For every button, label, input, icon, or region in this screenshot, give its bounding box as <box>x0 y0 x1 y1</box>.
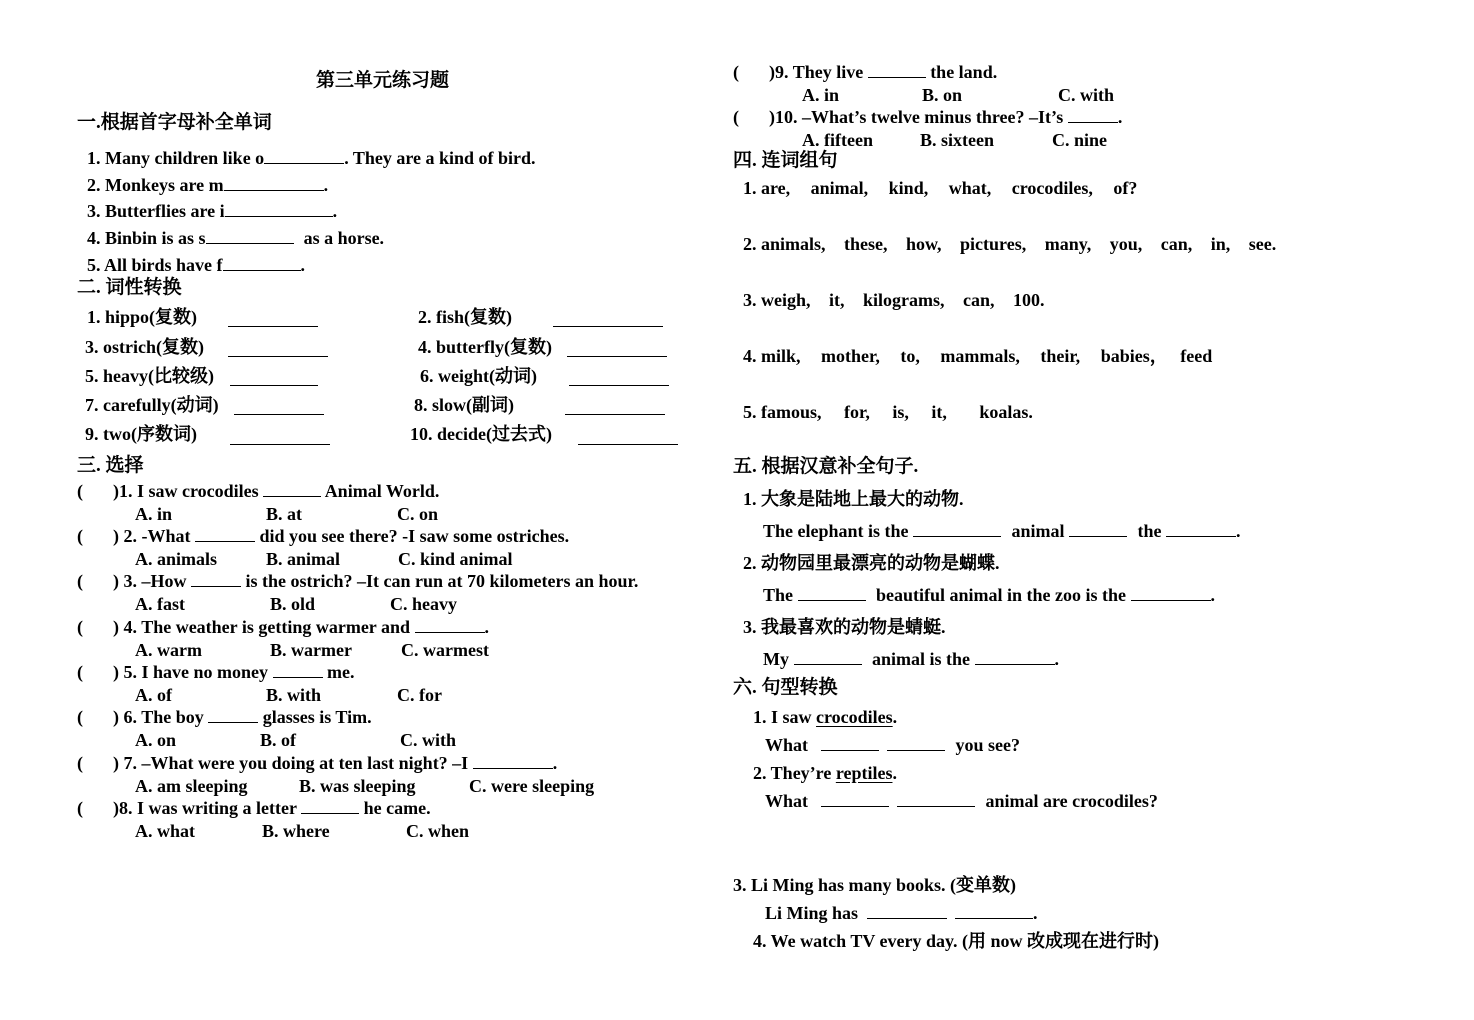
answer-blank[interactable] <box>191 570 241 587</box>
s4-item-1 <box>743 177 1137 199</box>
underlined-word: crocodiles <box>816 707 893 727</box>
q3-option-b: B. old <box>270 594 316 614</box>
s1-item-5-post: . <box>300 255 306 275</box>
answer-blank[interactable] <box>473 752 553 769</box>
answer-paren-close: ) <box>113 481 119 501</box>
s6-q2 <box>753 762 897 784</box>
q7-pre: –What were you doing at ten last night? –I <box>141 753 469 773</box>
q8-option-b: B. where <box>262 821 330 841</box>
q6-option-b: B. of <box>260 730 296 750</box>
section-4-heading: 四. 连词组句 <box>733 150 838 171</box>
q1-option-c: C. on <box>397 504 439 524</box>
q2-post: did you see there? -I saw some ostriches. <box>259 526 570 546</box>
q10-num: )10. <box>769 107 798 127</box>
text: The <box>763 585 794 605</box>
s1-item-3-pre: 3. Butterflies are i <box>87 201 225 221</box>
section-3-heading: 三. 选择 <box>77 455 144 476</box>
q10-option-c: C. nine <box>1052 130 1108 150</box>
answer-blank[interactable] <box>798 584 866 601</box>
q9-option-a: A. in <box>802 85 840 105</box>
choice-question-5 <box>77 661 355 683</box>
s5-q1-english <box>763 520 1241 542</box>
q6-option-c: C. with <box>400 730 457 750</box>
q9-post: the land. <box>930 62 998 82</box>
q5-pre: I have no money <box>141 662 269 682</box>
s6-q3: 3. Li Ming has many books. (变单数) <box>733 875 1017 895</box>
word: their, <box>1040 346 1081 366</box>
text: My <box>763 649 789 669</box>
q7-option-b: B. was sleeping <box>299 776 416 796</box>
answer-blank[interactable] <box>913 520 1001 537</box>
q1-option-a: A. in <box>135 504 173 524</box>
answer-blank[interactable] <box>415 616 485 633</box>
q8-pre: I was writing a letter <box>137 798 297 818</box>
s6-q4: 4. We watch TV every day. (用 now 改成现在进行时) <box>753 931 1160 951</box>
s2-item-10: 10. decide(过去式) <box>410 424 552 444</box>
answer-paren-open: ( <box>77 753 83 773</box>
word: to, <box>900 346 920 366</box>
text: . <box>1054 649 1060 669</box>
s1-item-5-pre: 5. All birds have f <box>87 255 223 275</box>
underlined-word: reptiles <box>835 763 893 783</box>
text: you see? <box>955 735 1021 755</box>
s4-item-4 <box>743 345 1212 367</box>
answer-blank[interactable] <box>301 797 359 814</box>
text: . <box>1033 903 1038 923</box>
word: animal, <box>810 178 869 198</box>
choice-question-7 <box>77 752 557 774</box>
answer-paren-open: ( <box>77 662 83 682</box>
answer-blank[interactable] <box>230 428 330 445</box>
choice-question-3 <box>77 570 638 592</box>
word: feed <box>1180 346 1213 366</box>
section-1-heading: 一.根据首字母补全单词 <box>77 112 272 133</box>
q1-post: Animal World. <box>324 481 440 501</box>
answer-blank[interactable] <box>228 340 328 357</box>
q2-option-c: C. kind animal <box>398 549 513 569</box>
q4-pre: The weather is getting warmer and <box>141 617 410 637</box>
answer-blank[interactable] <box>224 174 324 191</box>
answer-blank[interactable] <box>264 147 344 164</box>
answer-blank[interactable] <box>868 61 926 78</box>
text: What <box>765 791 809 811</box>
s6-q1-answer <box>765 734 1020 756</box>
text: beautiful animal in the zoo is the <box>876 585 1127 605</box>
section-5-heading: 五. 根据汉意补全句子. <box>733 456 919 477</box>
q8-option-c: C. when <box>406 821 470 841</box>
word: 3. weigh, <box>743 290 811 310</box>
answer-blank[interactable] <box>208 706 258 723</box>
answer-paren-close: ) <box>113 753 119 773</box>
choice-question-1 <box>77 480 439 502</box>
text: . <box>1236 521 1241 541</box>
q4-option-b: B. warmer <box>270 640 352 660</box>
s1-item-2-post: . <box>323 175 329 195</box>
s1-item-4-post: as a horse. <box>303 228 385 248</box>
s1-item-4 <box>87 227 384 249</box>
word: is, <box>892 402 909 422</box>
q9-num: )9. <box>769 62 789 82</box>
q3-post: is the ostrich? –It can run at 70 kilometers an hour. <box>245 571 639 591</box>
answer-blank[interactable] <box>955 902 1033 919</box>
text: . <box>892 707 898 727</box>
q8-num: 8. <box>119 798 133 818</box>
answer-paren-close: ) <box>113 798 119 818</box>
word: 2. animals, <box>743 234 826 254</box>
q5-option-a: A. of <box>135 685 172 705</box>
word: many, <box>1044 234 1092 254</box>
answer-blank[interactable] <box>230 369 318 386</box>
s6-q2-answer <box>765 790 1158 812</box>
q1-option-b: B. at <box>266 504 302 524</box>
page-title: 第三单元练习题 <box>316 70 450 91</box>
q8-option-a: A. what <box>135 821 196 841</box>
s5-q1-chinese: 1. 大象是陆地上最大的动物. <box>743 489 964 509</box>
q10-post: . <box>1117 107 1123 127</box>
s2-item-6: 6. weight(动词) <box>420 366 537 386</box>
q5-option-b: B. with <box>266 685 322 705</box>
word: 1. are, <box>743 178 791 198</box>
answer-blank[interactable] <box>206 227 294 244</box>
word: how, <box>906 234 942 254</box>
q2-option-a: A. animals <box>135 549 218 569</box>
word: crocodiles, <box>1011 178 1093 198</box>
text: . <box>892 763 897 783</box>
s1-item-3-post: . <box>332 201 338 221</box>
answer-paren-open: ( <box>77 571 83 591</box>
word: see. <box>1248 234 1277 254</box>
answer-paren-close: ) <box>113 662 119 682</box>
s1-item-5 <box>87 254 305 276</box>
text: animal are crocodiles? <box>985 791 1158 811</box>
choice-question-6 <box>77 706 372 728</box>
word: babies， <box>1100 346 1168 366</box>
answer-blank[interactable] <box>569 369 669 386</box>
text: What <box>765 735 809 755</box>
word: what, <box>948 178 992 198</box>
s1-item-2-pre: 2. Monkeys are m <box>87 175 224 195</box>
s5-q2-english <box>763 584 1215 606</box>
text: . <box>1210 585 1216 605</box>
choice-question-2 <box>77 525 569 547</box>
q3-pre: –How <box>141 571 187 591</box>
s6-q3-answer <box>765 902 1038 924</box>
q2-num: 2. <box>123 526 137 546</box>
answer-blank[interactable] <box>1131 584 1211 601</box>
answer-paren-open: ( <box>77 617 83 637</box>
s1-item-1-pre: 1. Many children like o <box>87 148 265 168</box>
s6-q1 <box>753 706 897 728</box>
word: mother, <box>821 346 880 366</box>
word: mammals, <box>940 346 1020 366</box>
text: The elephant is the <box>763 521 909 541</box>
s5-q3-chinese: 3. 我最喜欢的动物是蜻蜓. <box>743 617 946 637</box>
text: 2. They’re <box>753 763 832 783</box>
s1-item-3 <box>87 200 337 222</box>
word: it, <box>931 402 947 422</box>
q5-post: me. <box>327 662 355 682</box>
answer-paren-open: ( <box>77 707 83 727</box>
text: 1. I saw <box>753 707 812 727</box>
answer-paren-open: ( <box>77 526 83 546</box>
q10-option-b: B. sixteen <box>920 130 994 150</box>
word: in, <box>1210 234 1231 254</box>
s2-item-3: 3. ostrich(复数) <box>85 337 204 357</box>
word: koalas. <box>979 402 1033 422</box>
s5-q2-chinese: 2. 动物园里最漂亮的动物是蝴蝶. <box>743 553 1000 573</box>
answer-blank[interactable] <box>794 648 862 665</box>
q5-num: 5. <box>123 662 137 682</box>
q3-num: 3. <box>123 571 137 591</box>
answer-blank[interactable] <box>1068 106 1118 123</box>
answer-blank[interactable] <box>1069 520 1127 537</box>
answer-blank[interactable] <box>263 480 321 497</box>
s2-item-2: 2. fish(复数) <box>418 307 512 327</box>
word: can, <box>963 290 995 310</box>
text: Li Ming has <box>765 903 859 923</box>
answer-blank[interactable] <box>567 340 667 357</box>
text: the <box>1137 521 1162 541</box>
word: 100. <box>1013 290 1045 310</box>
text: animal <box>1011 521 1065 541</box>
answer-blank[interactable] <box>195 525 255 542</box>
s2-item-9: 9. two(序数词) <box>85 424 197 444</box>
answer-blank[interactable] <box>223 254 301 271</box>
answer-blank[interactable] <box>897 790 975 807</box>
q9-option-b: B. on <box>922 85 963 105</box>
q6-pre: The boy <box>141 707 204 727</box>
q10-pre: –What’s twelve minus three? –It’s <box>802 107 1064 127</box>
answer-blank[interactable] <box>225 200 333 217</box>
answer-blank[interactable] <box>234 398 324 415</box>
q6-post: glasses is Tim. <box>262 707 372 727</box>
q1-pre: I saw crocodiles <box>137 481 259 501</box>
answer-blank[interactable] <box>565 398 665 415</box>
word: can, <box>1160 234 1193 254</box>
answer-blank[interactable] <box>1166 520 1236 537</box>
s5-q3-english <box>763 648 1059 670</box>
word: you, <box>1109 234 1143 254</box>
answer-paren-open: ( <box>77 481 83 501</box>
word: these, <box>844 234 888 254</box>
s2-item-8: 8. slow(副词) <box>414 395 514 415</box>
choice-question-9 <box>733 61 997 83</box>
word: for, <box>844 402 870 422</box>
q1-num: 1. <box>119 481 133 501</box>
answer-blank[interactable] <box>975 648 1055 665</box>
answer-paren-open: ( <box>733 107 739 127</box>
q3-option-a: A. fast <box>135 594 185 614</box>
q7-option-c: C. were sleeping <box>469 776 595 796</box>
q7-num: 7. <box>123 753 137 773</box>
q5-option-c: C. for <box>397 685 442 705</box>
word: 5. famous, <box>743 402 822 422</box>
q6-num: 6. <box>123 707 137 727</box>
answer-paren-close: ) <box>113 571 119 591</box>
section-2-heading: 二. 词性转换 <box>77 277 182 298</box>
answer-blank[interactable] <box>821 790 889 807</box>
answer-paren-close: ) <box>113 617 119 637</box>
q6-option-a: A. on <box>135 730 177 750</box>
q8-post: he came. <box>363 798 431 818</box>
q4-post: . <box>484 617 489 637</box>
q4-num: 4. <box>123 617 137 637</box>
answer-paren-close: ) <box>113 526 119 546</box>
s1-item-1-post: . They are a kind of bird. <box>344 148 536 168</box>
q2-pre: -What <box>141 526 191 546</box>
answer-blank[interactable] <box>867 902 947 919</box>
choice-question-10 <box>733 106 1122 128</box>
word: 4. milk, <box>743 346 801 366</box>
s1-item-4-pre: 4. Binbin is as s <box>87 228 206 248</box>
s4-item-5 <box>743 401 1033 423</box>
q4-option-c: C. warmest <box>401 640 489 660</box>
answer-blank[interactable] <box>273 661 323 678</box>
answer-blank[interactable] <box>553 310 663 327</box>
s1-item-2 <box>87 174 328 196</box>
answer-paren-open: ( <box>733 62 739 82</box>
word: kind, <box>888 178 929 198</box>
s2-item-4: 4. butterfly(复数) <box>418 337 552 357</box>
answer-blank[interactable] <box>821 734 879 751</box>
q10-option-a: A. fifteen <box>802 130 873 150</box>
word: of? <box>1113 178 1138 198</box>
q9-option-c: C. with <box>1058 85 1115 105</box>
answer-paren-close: ) <box>113 707 119 727</box>
s2-item-7: 7. carefully(动词) <box>85 395 219 415</box>
s4-item-2 <box>743 233 1276 255</box>
s2-item-1: 1. hippo(复数) <box>87 307 198 327</box>
word: it, <box>829 290 845 310</box>
choice-question-4 <box>77 616 489 638</box>
s2-item-5: 5. heavy(比较级) <box>85 366 214 386</box>
text: animal is the <box>872 649 971 669</box>
s4-item-3 <box>743 289 1045 311</box>
q7-post: . <box>552 753 558 773</box>
q7-option-a: A. am sleeping <box>135 776 248 796</box>
q3-option-c: C. heavy <box>390 594 457 614</box>
answer-paren-open: ( <box>77 798 83 818</box>
answer-blank[interactable] <box>228 310 318 327</box>
q4-option-a: A. warm <box>135 640 202 660</box>
answer-blank[interactable] <box>578 428 678 445</box>
word: pictures, <box>960 234 1027 254</box>
section-6-heading: 六. 句型转换 <box>733 677 838 698</box>
q9-pre: They live <box>792 62 864 82</box>
choice-question-8 <box>77 797 431 819</box>
answer-blank[interactable] <box>887 734 945 751</box>
word: kilograms, <box>863 290 945 310</box>
q2-option-b: B. animal <box>266 549 341 569</box>
s1-item-1 <box>87 147 536 169</box>
